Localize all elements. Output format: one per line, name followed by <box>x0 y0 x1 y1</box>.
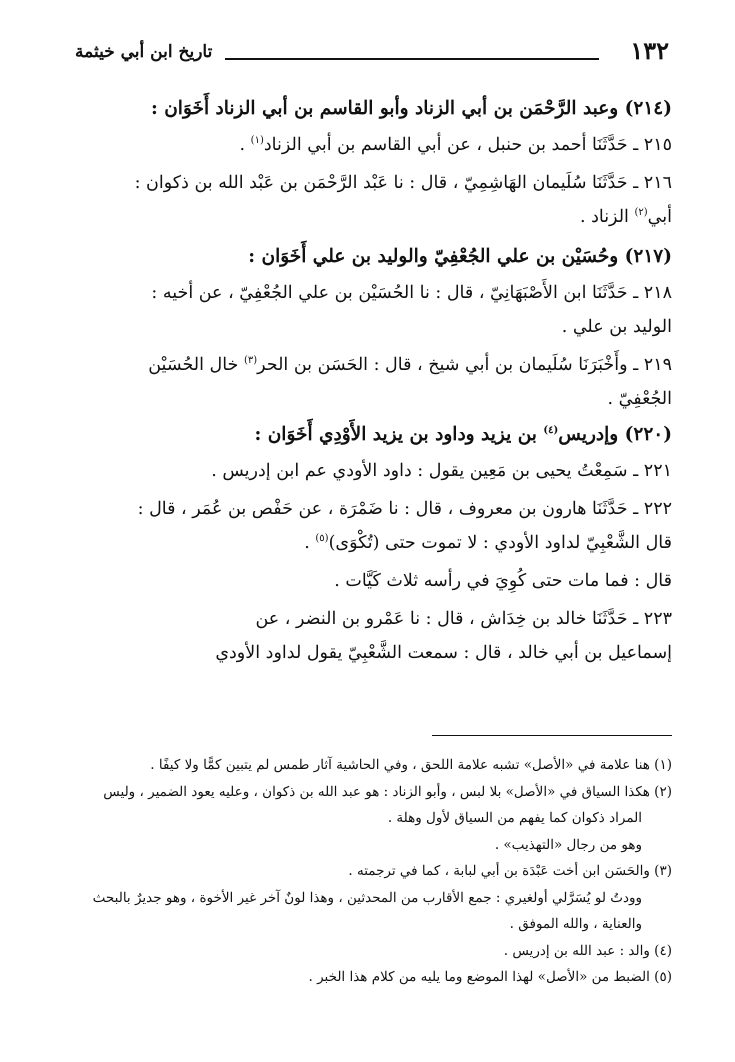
footnote-ref-2: (٢) <box>634 207 648 219</box>
footnote-1: (١) هنا علامة في «الأصل» تشبه علامة اللحق ، وفي الحاشية آثار طمس لم يتبين كمًّا ولا كيفًا . <box>150 757 672 773</box>
hadith-219-line-2: الجُعْفِيّ . <box>607 389 672 409</box>
footnote-5: (٥) الضبط من «الأصل» لهذا الموضع وما يليه من كلام هذا الخبر . <box>308 969 672 985</box>
running-title: تاريخ ابن أبي خيثمة <box>75 42 213 62</box>
hadith-216-line-1: ٢١٦ ـ حَدَّثَنَا سُلَيمان الهَاشِمِيّ ، قال : نا عَبْد الرَّحْمَن بن عَبْد الله بن ذكوان : <box>134 173 672 193</box>
hadith-218-line-2: الوليد بن علي . <box>561 317 672 337</box>
hadith-218-line-1: ٢١٨ ـ حَدَّثَنَا ابن الأَصْبَهَانِيّ ، قال : نا الحُسَيْن بن علي الجُعْفِيّ ، عن أخيه : <box>151 283 672 303</box>
heading-214: (٢١٤) وعبد الرَّحْمَن بن أبي الزناد وأبو القاسم بن أبي الزناد أَخَوَان : <box>150 98 672 119</box>
hadith-223-line-1: ٢٢٣ ـ حَدَّثَنَا خالد بن خِدَاش ، قال : نا عَمْرو بن النضر ، عن <box>255 609 672 629</box>
hadith-216-line-2 <box>73 200 672 234</box>
header-rule <box>225 58 599 60</box>
hadith-222-line-2-post: . <box>304 533 316 553</box>
footnote-2-line-3: وهو من رجال «التهذيب» . <box>494 836 642 853</box>
hadith-215-text: ٢١٥ ـ حَدَّثَنَا أحمد بن حنبل ، عن أبي القاسم بن أبي الزناد <box>263 135 672 155</box>
hadith-222-line-2 <box>73 526 672 560</box>
main-text <box>73 90 672 670</box>
heading-217: (٢١٧) وحُسَيْن بن علي الجُعْفِيّ والوليد بن علي أَخَوَان : <box>248 246 672 267</box>
hadith-219-line-1-post: خال الحُسَيْن <box>148 355 244 375</box>
footnote-ref-3: (٣) <box>243 355 258 367</box>
hadith-221: ٢٢١ ـ سَمِعْتُ يحيى بن مَعِين يقول : داود الأودي عم ابن إدريس . <box>211 461 672 481</box>
footnote-3-line-1: (٣) والحَسَن ابن أخت عَبْدَة بن أبي لبابة ، كما في ترجمته . <box>348 863 672 879</box>
footnote-separator <box>432 735 672 736</box>
hadith-222-line-3: قال : فما مات حتى كُوِيَ في رأسه ثلاث كَيَّات . <box>334 571 672 591</box>
hadith-216-line-2-pre: أبي <box>647 207 672 227</box>
heading-220-pre: (٢٢٠) وإدريس <box>558 424 672 445</box>
hadith-222-line-1: ٢٢٢ ـ حَدَّثَنَا هارون بن معروف ، قال : نا ضَمْرَة ، عن حَفْص بن عُمَر ، قال : <box>137 499 672 519</box>
page-header <box>75 34 669 74</box>
footnote-4: (٤) والد : عبد الله بن إدريس . <box>503 942 672 959</box>
hadith-219-line-1 <box>73 348 672 382</box>
footnotes <box>70 752 672 991</box>
footnote-ref-5: (٥) <box>315 533 329 545</box>
hadith-216-line-2-post: الزناد . <box>579 207 635 227</box>
page-number: ١٣٢ <box>630 36 669 65</box>
hadith-223-line-2: إسماعيل بن أبي خالد ، قال : سمعت الشَّعْبِيّ يقول لداود الأودي <box>215 643 672 663</box>
hadith-215 <box>73 128 672 162</box>
footnote-ref-4: (٤) <box>543 424 559 436</box>
footnote-3-line-3: والعناية ، والله الموفق . <box>509 916 642 932</box>
heading-220-post: بن يزيد وداود بن يزيد الأَوْدِي أَخَوَان : <box>254 424 544 445</box>
footnote-ref-1: (١) <box>250 135 264 147</box>
heading-220 <box>73 416 672 454</box>
hadith-222-line-2-pre: قال الشَّعْبِيّ لداود الأودي : لا تموت حتى (تُكْوَى) <box>328 533 672 553</box>
hadith-219-line-1-pre: ٢١٩ ـ وأَخْبَرَنَا سُلَيمان بن أبي شيخ ، قال : الحَسَن بن الحر <box>257 355 672 375</box>
footnote-2-line-2: المراد ذكوان كما يفهم من السياق لأول وهلة . <box>387 810 642 826</box>
footnote-2-line-1: (٢) هكذا السياق في «الأصل» بلا لبس ، وأبو الزناد : هو عبد الله بن ذكوان ، وعليه يعود الضمير ، وليس <box>103 783 672 800</box>
hadith-215-end: . <box>239 135 251 155</box>
footnote-3-line-2: وودتُ لو يُسَرَّلي أولغيري : جمع الأقارب من المحدثين ، وهذا لونٌ آخر غير الأخوة ، وهو جديرٌ بالبحث <box>92 889 642 906</box>
